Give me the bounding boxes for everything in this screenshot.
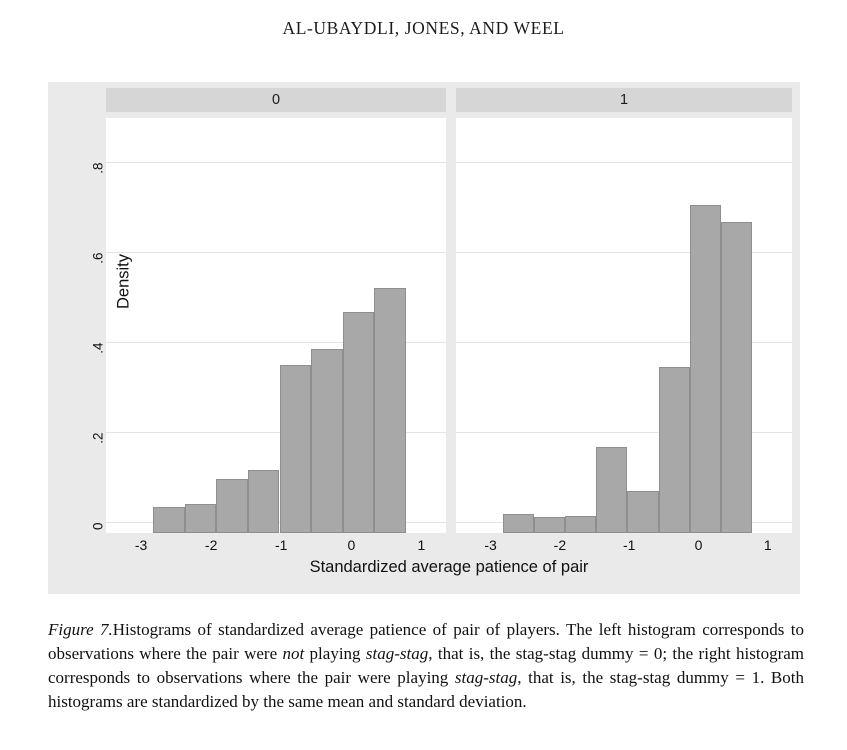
histogram-bar [280,365,312,533]
histogram-bar [374,288,406,533]
figure-caption-label: Figure 7. [48,620,113,639]
y-tick-label: 0 [90,522,106,531]
caption-text-4: = 0; the right histogram corresponds to observations where the pair were playing [48,644,804,688]
histogram-bar [690,205,721,533]
running-head: AL-UBAYDLI, JONES, AND WEEL [282,18,565,38]
histogram-bar [248,470,280,533]
y-tick-label: .2 [90,432,106,444]
caption-em-2: stag-stag [365,644,429,664]
gridline [106,162,446,163]
histogram-bar [153,507,185,533]
panel-header-0 [106,88,446,112]
gridline [456,162,792,163]
figure-caption [48,618,804,715]
x-tick-label: -1 [622,537,636,553]
x-axis-label: Standardized average patience of pair [309,558,589,576]
x-tick-label: -3 [134,537,148,553]
caption-em-3: stag-stag [454,668,518,688]
caption-text-5: , that is, the stag-stag dummy [517,668,736,688]
x-tick-label: -2 [204,537,218,553]
x-tick-label: 1 [763,537,772,553]
caption-text-6: = 1. Both histograms are standardized by the same mean and standard deviation. [48,668,804,712]
panel-header-1-label: 1 [619,92,629,108]
y-tick-label: .4 [90,342,106,354]
histogram-bar [343,312,375,534]
panel-header-1 [456,88,792,112]
caption-text-2: playing [304,644,366,664]
y-tick-label: .6 [90,252,106,264]
x-tick-label: -1 [275,537,288,553]
histogram-bar [721,222,752,533]
caption-em-1: not [282,644,305,664]
x-tick-label: -2 [553,537,567,553]
y-tick-label: .8 [90,162,106,174]
figure-container [48,82,800,594]
caption-text-3: , that is, the stag-stag dummy [428,644,639,664]
histogram-bar [534,517,565,533]
x-tick-label: 0 [694,537,703,553]
histogram-bar [185,504,217,533]
y-axis-label: Density [114,253,133,310]
panel-header-0-label: 0 [271,92,281,108]
x-tick-label: 0 [347,537,356,553]
plot-panel-1 [456,118,792,533]
histogram-bar [627,491,658,533]
histogram-bar [503,514,534,533]
caption-text-1: Histograms of standardized average patience of pair of players. The left histogram corresponds to observations where the pair were [48,620,804,664]
histogram-bar [659,367,690,533]
x-tick-label: -3 [484,537,497,553]
histogram-bar [311,349,343,533]
histogram-bar [565,516,596,533]
histogram-bar [216,479,248,533]
plot-panel-0 [106,118,446,533]
gridline [106,252,446,253]
histogram-bar [596,447,627,534]
x-tick-label: 1 [417,537,426,553]
